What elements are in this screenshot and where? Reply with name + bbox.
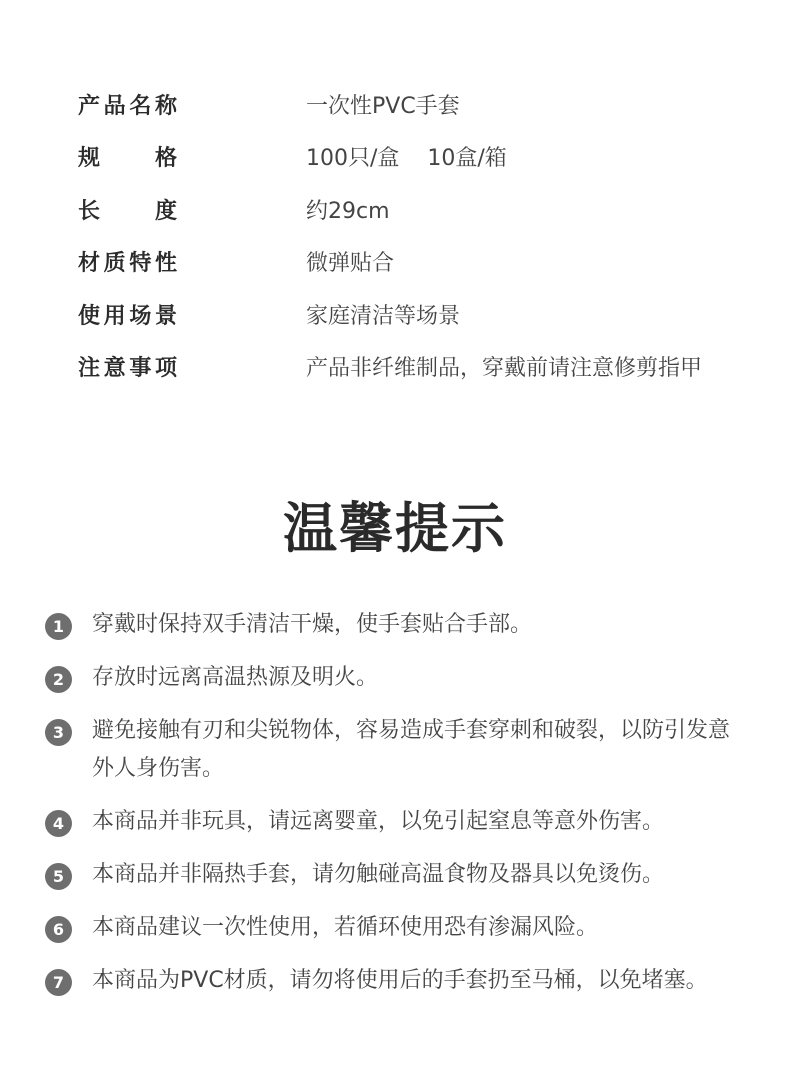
spec-value: 家庭清洁等场景 [306, 303, 461, 329]
tip-item [45, 659, 765, 697]
tip-item [45, 606, 765, 644]
spec-row-notice [78, 341, 768, 394]
spec-label: 规格 [78, 146, 178, 172]
spec-row-name [78, 78, 768, 131]
tip-text: 本商品为PVC材质，请勿将使用后的手套扔至马桶，以免堵塞。 [92, 968, 708, 993]
tips-title: 温馨提示 [283, 497, 507, 560]
spec-label: 产品名称 [78, 93, 178, 119]
spec-value: 约29cm [306, 198, 390, 224]
tip-item [45, 803, 765, 841]
spec-label: 材质特性 [78, 251, 178, 277]
spec-value: 一次性PVC手套 [306, 93, 460, 119]
number-badge-icon: 3 [45, 719, 72, 746]
tip-item [45, 909, 765, 947]
tips-list [45, 606, 765, 1015]
spec-value: 产品非纤维制品，穿戴前请注意修剪指甲 [306, 356, 703, 382]
spec-value: 100只/盒 10盒/箱 [306, 146, 507, 172]
spec-row-usage [78, 288, 768, 341]
spec-row-size [78, 131, 768, 184]
tip-item [45, 856, 765, 894]
number-badge-icon: 4 [45, 810, 72, 837]
number-badge-icon: 5 [45, 863, 72, 890]
number-badge-icon: 1 [45, 613, 72, 640]
spec-label: 注意事项 [78, 356, 178, 382]
tip-text: 存放时远离高温热源及明火。 [92, 665, 379, 690]
tip-item [45, 712, 765, 788]
tip-text: 本商品并非隔热手套，请勿触碰高温食物及器具以免烫伤。 [92, 862, 665, 887]
spec-label: 长度 [78, 198, 178, 224]
number-badge-icon: 6 [45, 916, 72, 943]
spec-table [78, 78, 768, 393]
tip-text: 本商品并非玩具，请远离婴童，以免引起窒息等意外伤害。 [92, 809, 665, 834]
tip-text: 避免接触有刃和尖锐物体，容易造成手套穿刺和破裂，以防引发意外人身伤害。 [92, 718, 731, 781]
spec-row-material [78, 236, 768, 289]
tip-text: 本商品建议一次性使用，若循环使用恐有渗漏风险。 [92, 915, 599, 940]
spec-row-length [78, 183, 768, 236]
tip-item [45, 962, 765, 1000]
spec-value: 微弹贴合 [306, 251, 395, 277]
tip-text: 穿戴时保持双手清洁干燥，使手套贴合手部。 [92, 612, 533, 637]
spec-label: 使用场景 [78, 303, 178, 329]
number-badge-icon: 7 [45, 969, 72, 996]
number-badge-icon: 2 [45, 666, 72, 693]
